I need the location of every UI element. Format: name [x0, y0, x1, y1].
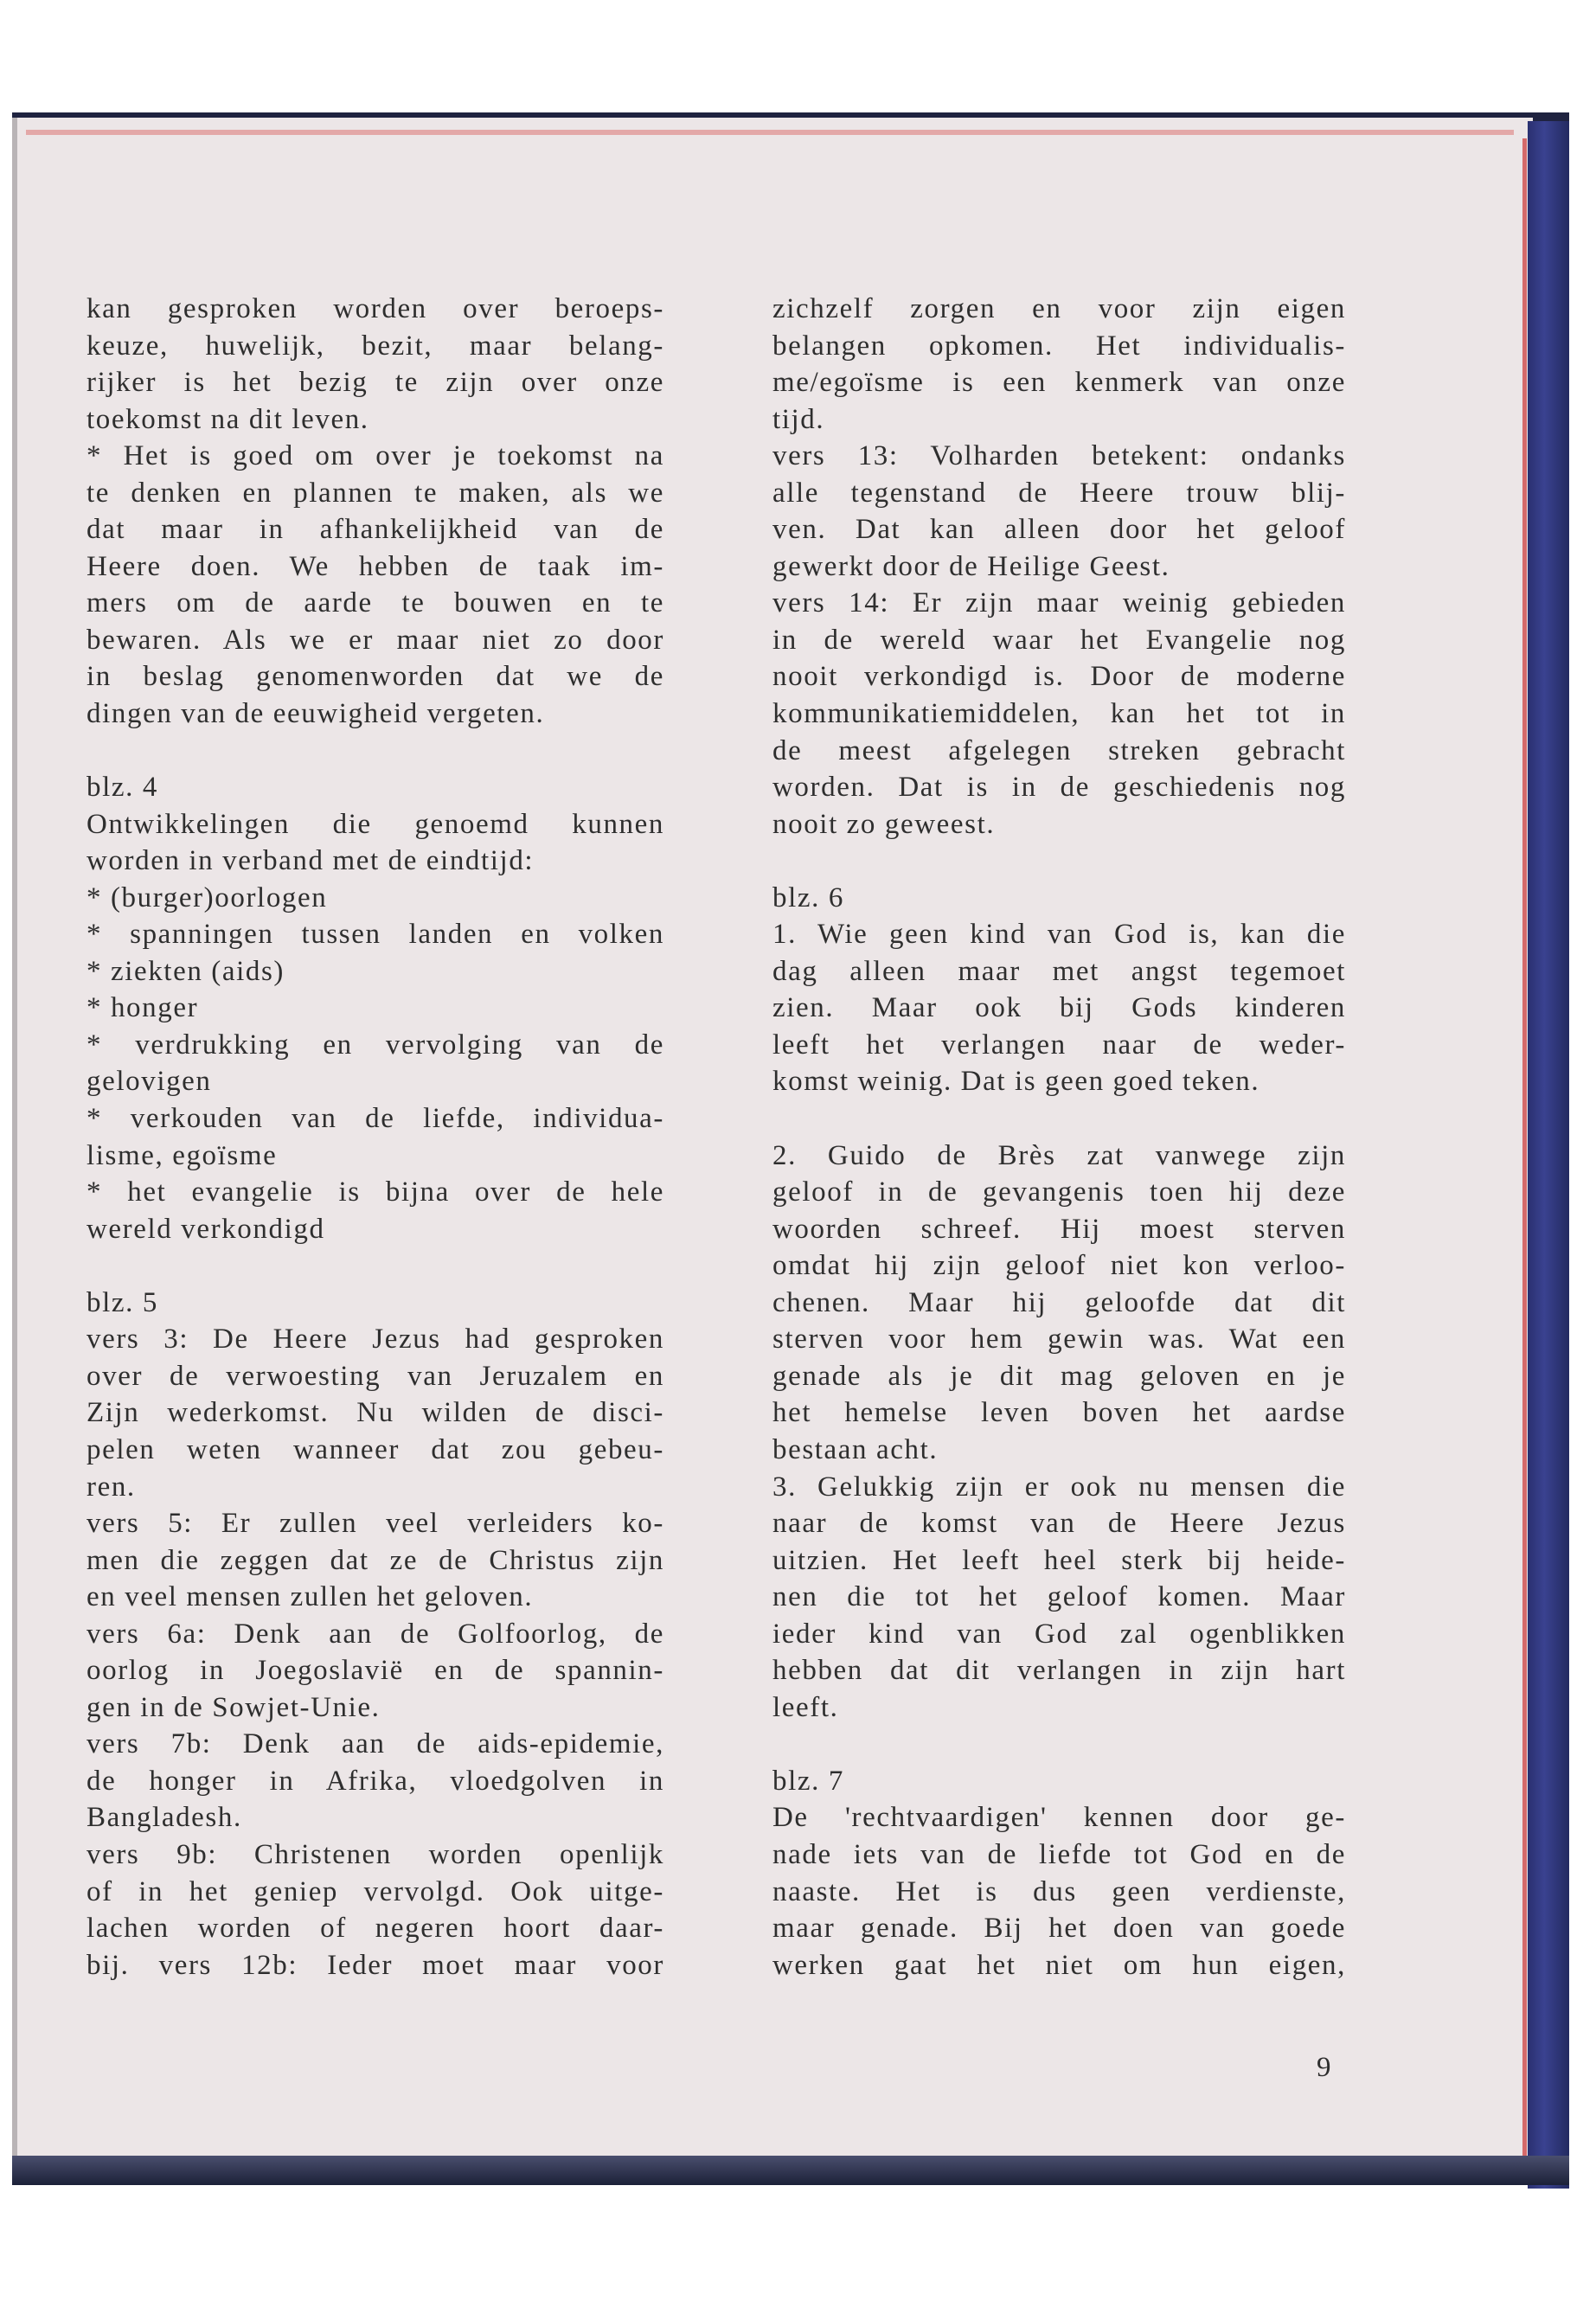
text-line: pelen weten wanneer dat zou gebeu-: [87, 1433, 664, 1465]
text-line: Zijn wederkomst. Nu wilden de disci-: [87, 1397, 664, 1429]
right-text-column: [772, 291, 1346, 1984]
text-line: nooit zo geweest.: [772, 808, 996, 840]
text-line: werken gaat het niet om hun eigen,: [772, 1949, 1346, 1981]
text-line: * spanningen tussen landen en volken: [87, 919, 664, 951]
text-line: in beslag genomenworden dat we de: [87, 661, 664, 693]
text-line: nooit verkondigd is. Door de moderne: [772, 661, 1346, 693]
text-line: chenen. Maar hij geloofde dat dit: [772, 1286, 1346, 1318]
text-line: rijker is het bezig te zijn over onze: [87, 367, 664, 399]
text-line: * verkouden van de liefde, individua-: [87, 1103, 664, 1135]
text-line: in de wereld waar het Evangelie nog: [772, 624, 1346, 656]
text-line: ieder kind van God zal ogenblikken: [772, 1618, 1346, 1650]
text-line: 2. Guido de Brès zat vanwege zijn: [772, 1139, 1346, 1171]
text-line: dag alleen maar met angst tegemoet: [772, 955, 1346, 987]
text-line: keuze, huwelijk, bezit, maar belang-: [87, 330, 664, 362]
text-line: ren.: [87, 1471, 136, 1503]
text-line: vers 6a: Denk aan de Golfoorlog, de: [87, 1618, 664, 1650]
text-line: gelovigen: [87, 1066, 212, 1098]
text-line: alle tegenstand de Heere trouw blij-: [772, 477, 1346, 509]
text-line: * het evangelie is bijna over de hele: [87, 1176, 664, 1208]
text-line: de meest afgelegen streken gebracht: [772, 734, 1346, 766]
text-line: hebben dat dit verlangen in zijn hart: [772, 1655, 1346, 1687]
blank-line: [772, 1726, 1346, 1763]
text-line: dingen van de eeuwigheid vergeten.: [87, 698, 545, 730]
text-line: gewerkt door de Heilige Geest.: [772, 550, 1170, 582]
text-line: uitzien. Het leeft heel sterk bij heide-: [772, 1544, 1346, 1576]
blank-line: [772, 843, 1346, 880]
text-line: mers om de aarde te bouwen en te: [87, 587, 664, 619]
text-line: te denken en plannen te maken, als we: [87, 477, 664, 509]
blank-line: [772, 1100, 1346, 1138]
text-line: gen in de Sowjet-Unie.: [87, 1691, 381, 1723]
text-line: bij. vers 12b: Ieder moet maar voor: [87, 1949, 664, 1981]
section-heading: blz. 4: [87, 772, 158, 804]
text-line: Bangladesh.: [87, 1802, 242, 1834]
text-line: zichzelf zorgen en voor zijn eigen: [772, 293, 1346, 324]
text-line: ven. Dat kan alleen door het geloof: [772, 514, 1346, 546]
text-line: dat maar in afhankelijkheid van de: [87, 514, 664, 546]
book-bottom-edge: [12, 2156, 1569, 2185]
text-line: leeft.: [772, 1691, 839, 1723]
text-line: 1. Wie geen kind van God is, kan die: [772, 919, 1346, 951]
text-line: en veel mensen zullen het geloven.: [87, 1581, 534, 1613]
text-line: leeft het verlangen naar de weder-: [772, 1029, 1346, 1061]
text-line: sterven voor hem gewin was. Wat een: [772, 1324, 1346, 1356]
text-line: het hemelse leven boven het aardse: [772, 1397, 1346, 1429]
blank-line: [87, 733, 664, 770]
text-line: kan gesproken worden over beroeps-: [87, 293, 664, 324]
text-line: * Het is goed om over je toekomst na: [87, 440, 664, 472]
text-line: lachen worden of negeren hoort daar-: [87, 1913, 664, 1945]
text-line: of in het geniep vervolgd. Ook uitge-: [87, 1875, 664, 1907]
left-text-column: [87, 291, 664, 1984]
text-line: lisme, egoïsme: [87, 1139, 278, 1171]
text-line: * verdrukking en vervolging van de: [87, 1029, 664, 1061]
text-line: belangen opkomen. Het individualis-: [772, 330, 1346, 362]
text-line: worden in verband met de eindtijd:: [87, 845, 535, 877]
text-line: geloof in de gevangenis toen hij deze: [772, 1176, 1346, 1208]
text-line: men die zeggen dat ze de Christus zijn: [87, 1544, 664, 1576]
text-line: vers 9b: Christenen worden openlijk: [87, 1838, 664, 1870]
page-number: 9: [1317, 2052, 1331, 2083]
text-line: bestaan acht.: [772, 1433, 939, 1465]
text-line: toekomst na dit leven.: [87, 403, 369, 435]
text-line: vers 14: Er zijn maar weinig gebieden: [772, 587, 1346, 619]
text-line: naar de komst van de Heere Jezus: [772, 1508, 1346, 1540]
text-line: Ontwikkelingen die genoemd kunnen: [87, 808, 664, 840]
text-line: wereld verkondigd: [87, 1213, 325, 1245]
text-line: komst weinig. Dat is geen goed teken.: [772, 1066, 1260, 1098]
text-line: woorden schreef. Hij moest sterven: [772, 1213, 1346, 1245]
book-cover-spine: [1528, 121, 1569, 2189]
text-line: * honger: [87, 992, 199, 1024]
text-line: oorlog in Joegoslavië en de spannin-: [87, 1655, 664, 1687]
text-line: over de verwoesting van Jeruzalem en: [87, 1360, 664, 1392]
text-line: maar genade. Bij het doen van goede: [772, 1913, 1346, 1945]
text-line: De 'rechtvaardigen' kennen door ge-: [772, 1802, 1346, 1834]
text-line: nen die tot het geloof komen. Maar: [772, 1581, 1346, 1613]
text-line: bewaren. Als we er maar niet zo door: [87, 624, 664, 656]
text-line: vers 5: Er zullen veel verleiders ko-: [87, 1508, 664, 1540]
text-line: naaste. Het is dus geen verdienste,: [772, 1875, 1346, 1907]
text-line: tijd.: [772, 403, 825, 435]
blank-line: [87, 1247, 664, 1285]
text-line: worden. Dat is in de geschiedenis nog: [772, 772, 1346, 804]
text-line: vers 7b: Denk aan de aids-epidemie,: [87, 1728, 664, 1760]
text-line: omdat hij zijn geloof niet kon verloo-: [772, 1250, 1346, 1282]
text-line: vers 3: De Heere Jezus had gesproken: [87, 1324, 664, 1356]
text-line: genade als je dit mag geloven en je: [772, 1360, 1346, 1392]
text-line: zien. Maar ook bij Gods kinderen: [772, 992, 1346, 1024]
section-heading: blz. 7: [772, 1765, 844, 1797]
text-line: * ziekten (aids): [87, 955, 285, 987]
section-heading: blz. 5: [87, 1286, 158, 1318]
text-line: me/egoïsme is een kenmerk van onze: [772, 367, 1346, 399]
text-line: kommunikatiemiddelen, kan het tot in: [772, 698, 1346, 730]
text-line: Heere doen. We hebben de taak im-: [87, 550, 664, 582]
text-line: 3. Gelukkig zijn er ook nu mensen die: [772, 1471, 1346, 1503]
section-heading: blz. 6: [772, 881, 844, 913]
text-line: * (burger)oorlogen: [87, 881, 328, 913]
page-right-edge: [1522, 138, 1527, 2163]
page-top-edge: [26, 130, 1514, 135]
text-line: nade iets van de liefde tot God en de: [772, 1838, 1346, 1870]
text-line: de honger in Afrika, vloedgolven in: [87, 1765, 664, 1797]
text-line: vers 13: Volharden betekent: ondanks: [772, 440, 1346, 472]
